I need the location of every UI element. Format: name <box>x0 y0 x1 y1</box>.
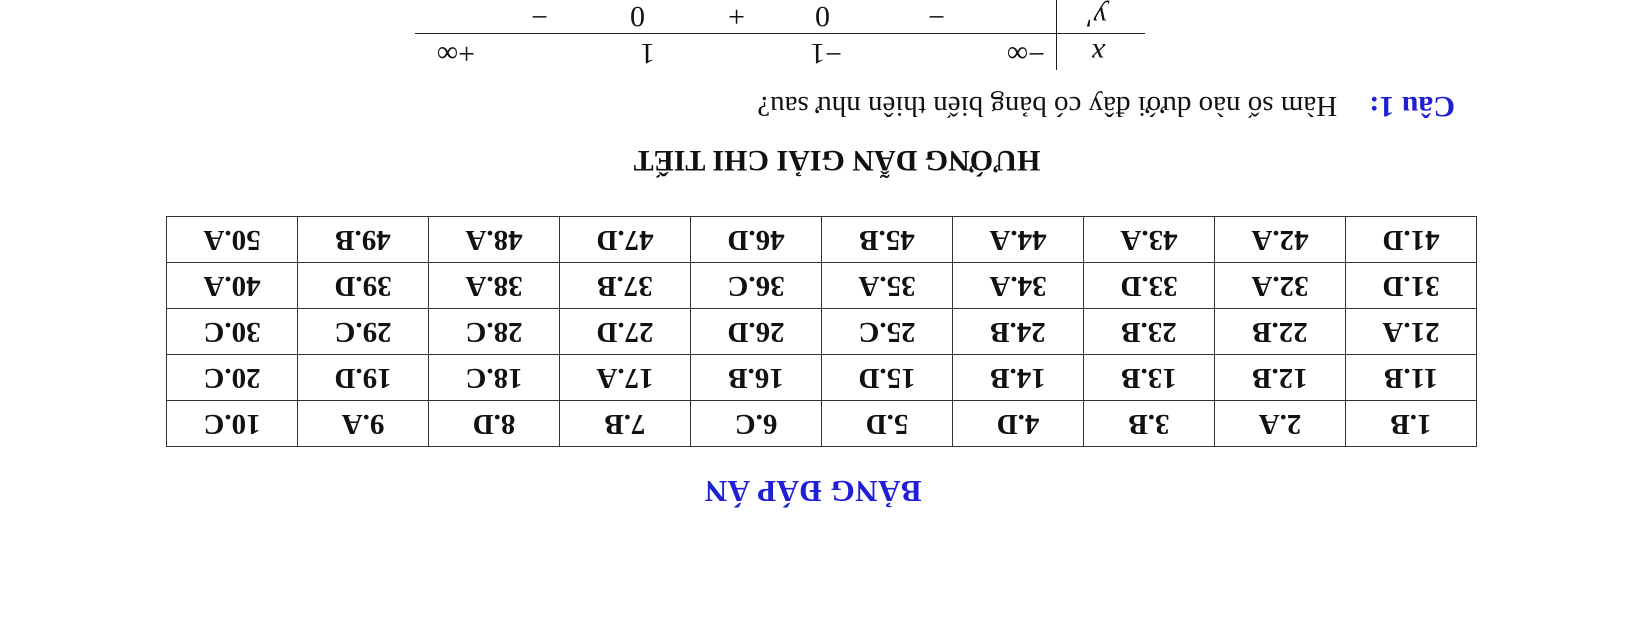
answer-cell: 30.C <box>167 309 298 355</box>
answer-cell: 23.B <box>1084 309 1215 355</box>
vt-yprime-value: − <box>531 0 548 33</box>
question-text: Hàm số nào dưới đây có bảng biến thiên như sau? <box>757 90 1338 122</box>
guide-title: HƯỚNG DẪN GIẢI CHI TIẾT <box>633 144 1041 177</box>
vt-x-value: −∞ <box>1006 37 1045 70</box>
answer-cell: 24.B <box>953 309 1084 355</box>
vt-x-value: +∞ <box>436 37 475 70</box>
answer-row <box>167 217 1477 263</box>
answer-cell: 39.D <box>298 263 429 309</box>
answer-cell: 2.A <box>1215 401 1346 447</box>
vt-vertical-divider <box>1056 0 1057 70</box>
answer-cell: 17.A <box>560 355 691 401</box>
answer-cell: 12.B <box>1215 355 1346 401</box>
answer-cell: 16.B <box>691 355 822 401</box>
answer-cell: 37.B <box>560 263 691 309</box>
vt-yprime-value: + <box>728 0 745 33</box>
answer-cell: 36.C <box>691 263 822 309</box>
answer-cell: 22.B <box>1215 309 1346 355</box>
answer-row <box>167 263 1477 309</box>
question-line <box>757 89 1455 123</box>
answer-row <box>167 309 1477 355</box>
answer-table <box>166 216 1477 447</box>
answer-cell: 9.A <box>298 401 429 447</box>
answer-cell: 28.C <box>429 309 560 355</box>
answer-cell: 19.D <box>298 355 429 401</box>
answer-cell: 42.A <box>1215 217 1346 263</box>
answer-cell: 44.A <box>953 217 1084 263</box>
answer-cell: 33.D <box>1084 263 1215 309</box>
vt-horizontal-divider <box>415 33 1145 34</box>
vt-yprime-label: y' <box>1087 0 1107 33</box>
answer-cell: 45.B <box>822 217 953 263</box>
answer-cell: 6.C <box>691 401 822 447</box>
answer-cell: 29.C <box>298 309 429 355</box>
answer-cell: 31.D <box>1346 263 1477 309</box>
answer-cell: 50.A <box>167 217 298 263</box>
answer-cell: 40.A <box>167 263 298 309</box>
answer-cell: 8.D <box>429 401 560 447</box>
answer-cell: 21.A <box>1346 309 1477 355</box>
answer-cell: 1.B <box>1346 401 1477 447</box>
vt-x-value: 1 <box>640 37 655 70</box>
answer-row <box>167 355 1477 401</box>
answer-cell: 41.D <box>1346 217 1477 263</box>
answer-cell: 11.B <box>1346 355 1477 401</box>
answer-cell: 13.B <box>1084 355 1215 401</box>
answer-cell: 25.C <box>822 309 953 355</box>
answer-cell: 43.A <box>1084 217 1215 263</box>
answer-cell: 10.C <box>167 401 298 447</box>
answer-cell: 38.A <box>429 263 560 309</box>
vt-x-label: x <box>1091 37 1105 70</box>
answer-cell: 14.B <box>953 355 1084 401</box>
answer-cell: 46.D <box>691 217 822 263</box>
answer-cell: 7.B <box>560 401 691 447</box>
answer-key-title: BẢNG ĐÁP ÁN <box>704 474 922 509</box>
vt-yprime-value: 0 <box>630 0 645 33</box>
answer-cell: 26.D <box>691 309 822 355</box>
answer-cell: 18.C <box>429 355 560 401</box>
answer-cell: 32.A <box>1215 263 1346 309</box>
answer-cell: 27.D <box>560 309 691 355</box>
variation-table <box>405 0 1145 70</box>
answer-cell: 15.D <box>822 355 953 401</box>
vt-yprime-value: − <box>928 0 945 33</box>
vt-x-value: −1 <box>810 37 842 70</box>
question-label: Câu 1: <box>1369 90 1455 123</box>
answer-row <box>167 401 1477 447</box>
answer-cell: 5.D <box>822 401 953 447</box>
answer-cell: 48.A <box>429 217 560 263</box>
answer-cell: 3.B <box>1084 401 1215 447</box>
vt-yprime-value: 0 <box>815 0 830 33</box>
answer-cell: 20.C <box>167 355 298 401</box>
answer-cell: 4.D <box>953 401 1084 447</box>
answer-cell: 34.A <box>953 263 1084 309</box>
answer-cell: 47.D <box>560 217 691 263</box>
answer-cell: 49.B <box>298 217 429 263</box>
answer-cell: 35.A <box>822 263 953 309</box>
